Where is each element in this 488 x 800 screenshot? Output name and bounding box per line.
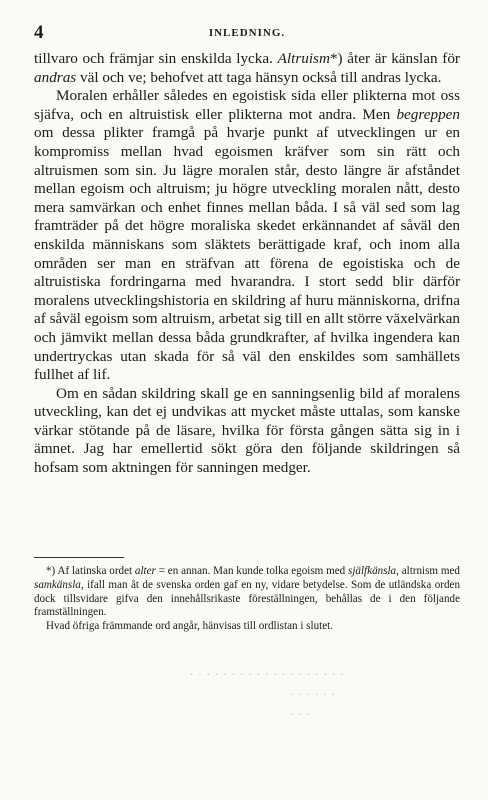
bleed-through-mark: · · · · · · <box>290 690 336 701</box>
bleed-through-mark: · · · · · · · · · · · · · · · · · · · <box>190 670 345 681</box>
footnote-1-italic-samkansla: samkänsla <box>34 578 81 591</box>
paragraph-1-text-2: *) åter är känslan för <box>329 50 460 67</box>
footnote-rule <box>34 557 124 558</box>
paragraph-2-text-1: Moralen erhåller således en egoistisk sida eller plikterna mot oss sjäfva, och en altruistisk eller plikterna mot andra. Men <box>34 87 460 123</box>
paragraph-1-text-3: väl och ve; behofvet att taga hänsyn också till andras lycka. <box>76 68 442 86</box>
page-header <box>34 22 460 44</box>
footnote-1-text-3: , altrnism med <box>396 565 460 577</box>
footnote-1-text-2: = en annan. Man kunde tolka egoism med <box>155 565 349 577</box>
footnote-2: Hvad öfriga främmande ord angår, hänvisas till ordlistan i slutet. <box>46 620 333 633</box>
bleed-through-mark: · · · <box>290 710 311 721</box>
running-head: INLEDNING. <box>208 27 286 39</box>
page-number: 4 <box>34 22 44 43</box>
footnote-1-text-4: , ifall man åt de svenska orden gaf en ny, vidare betydelse. Som de utländska orden dock tillsvidare gifva den innehållsrikaste föreställningen, behållas de i den följande framställningen. <box>34 578 460 619</box>
paragraph-1-italic-altruism: Altruism <box>277 50 330 67</box>
footnote-1-italic-alter: alter <box>134 565 156 577</box>
paragraph-2-text-2: om dessa plikter framgå på hvarje punkt af utvecklingen ur en kompromiss mellan hvad egoismen kräfver som sin rätt och altruismen som sin. Ju lägre moralen står, desto längre är afståndet mellan egoism och altruism; ju högre utveckling moralen nått, desto mera samvärkan och enhet finnes mellan båda. I så väl sed som lag framträder på det högre moraliska skedet erkännandet af såväl den enskilda människans som släktets berättigade kraf, och inom alla områden ser man en sträfvan att förena de egoistiska och de altruistiska fordringarna med hvarandra. I stort sedd blir därför moralens utvecklingshistoria en skildring af huru människorna, drifna af såväl egoism som altruism, arbetat sig till en allt större växelvärkan och jämvikt mellan dessa båda grundkrafter, af hvilka ingendera kan undertryckas utan skada för så väl den enskildes som samhällets fullhet af lif. <box>34 124 460 384</box>
paragraph-1-italic-andras: andras <box>34 68 77 86</box>
paragraph-2-italic-begreppen: begreppen <box>396 105 460 123</box>
footnote-1-text-1: *) Af latinska ordet <box>46 565 135 577</box>
paragraph-1 <box>34 50 460 87</box>
body-text <box>34 50 460 478</box>
paragraph-2 <box>34 87 460 385</box>
footnotes <box>34 565 460 634</box>
footnote-1 <box>34 565 460 620</box>
paragraph-1-text-1: tillvaro och främjar sin enskilda lycka. <box>34 50 278 67</box>
paragraph-3-text: Om en sådan skildring skall ge en sanningsenlig bild af moralens utveckling, kan det ej undvikas att mycket måste uttalas, som kanske värkar stötande på de läsare, hvilka för första gången sätta sig in i ämnet. Jag har emellertid sökt göra den följande skildringen så hofsam som aktningen för sanningen medger. <box>34 384 460 477</box>
paragraph-3 <box>34 385 460 478</box>
footnote-1-italic-sjalfkansla: själfkänsla <box>348 565 397 577</box>
